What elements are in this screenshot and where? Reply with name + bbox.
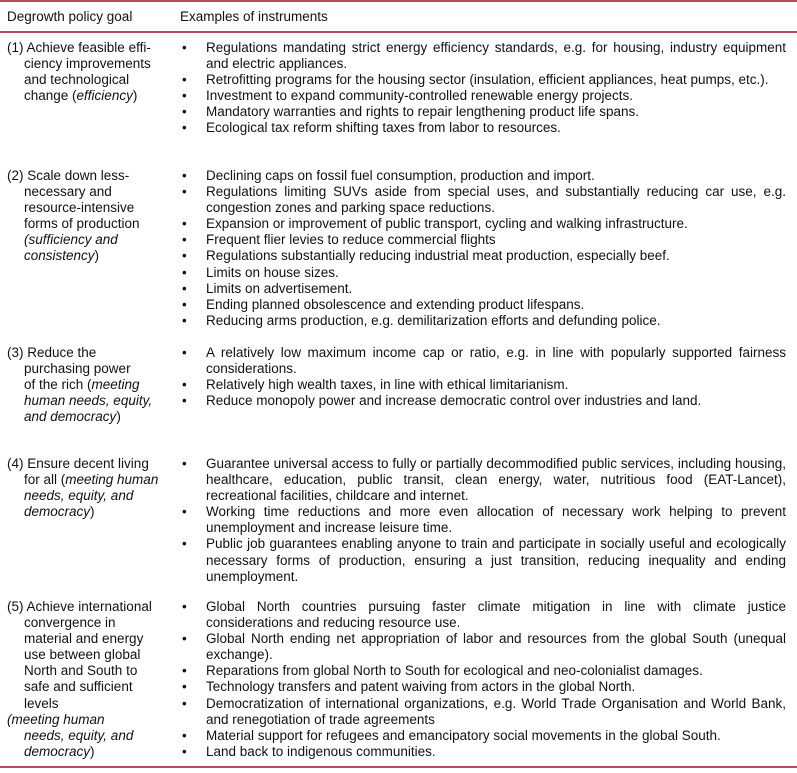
bullet-icon: • (182, 695, 187, 711)
instrument-text: Public job guarantees enabling anyone to train and participate in socially useful and ecologically necessary forms of production, ensuring a just transition, reducing inequality and ending unemployment. (206, 536, 786, 584)
goal-text-line: ciency improvements (24, 56, 151, 72)
instrument-text: Working time reductions and more even allocation of necessary work helping to prevent unemployment and increase leisure time. (206, 504, 786, 536)
bullet-icon: • (182, 743, 187, 759)
goal-text-line (7, 504, 169, 520)
bullet-icon: • (182, 280, 187, 296)
goal-text-line (7, 88, 169, 104)
goal-text-line: (4) Ensure decent living (7, 456, 149, 471)
instrument-list (180, 168, 786, 329)
instrument-text: Material support for refugees and emancipatory social movements in the global South. (206, 727, 721, 743)
list-item (180, 120, 786, 136)
instrument-text: Limits on advertisement. (206, 280, 353, 296)
bullet-icon: • (182, 456, 187, 471)
goal-text-italic: (sufficiency and (24, 232, 118, 248)
goal-cell (7, 40, 169, 104)
instrument-text: Regulations mandating strict energy efficiency standards, e.g. for housing, industry equipment and electric appliances. (206, 40, 786, 72)
goal-cell (7, 168, 169, 265)
goal-cell (7, 599, 169, 760)
instrument-text: Declining caps on fossil fuel consumption, production and import. (206, 168, 595, 183)
instrument-text: Reparations from global North to South for ecological and neo-colonialist damages. (206, 663, 703, 679)
goal-text-line: safe and sufficient (24, 679, 133, 695)
instrument-text: Investment to expand community-controlled renewable energy projects. (206, 88, 633, 104)
list-item (180, 88, 786, 104)
instrument-text: Retrofitting programs for the housing sector (insulation, efficient appliances, heat pumps, etc.). (206, 72, 769, 88)
list-item (180, 168, 786, 184)
instrument-text: Guarantee universal access to fully or partially decommodified public services, including housing, healthcare, education, public transit, clean energy, water, nutritious food (EAT-Lancet), recreational facilities, childcare and internet. (206, 456, 786, 504)
goal-text-italic: meeting human (65, 472, 159, 488)
bullet-icon: • (182, 393, 187, 409)
list-item (180, 216, 786, 232)
bullet-icon: • (182, 168, 187, 183)
bullet-icon: • (182, 72, 187, 88)
instrument-text: Technology transfers and patent waiving from actors in the global North. (206, 679, 636, 695)
bullet-icon: • (182, 296, 187, 312)
bullet-icon: • (182, 232, 187, 248)
bullet-icon: • (182, 727, 187, 743)
bullet-icon: • (182, 40, 187, 55)
goal-text-line: and technological (24, 72, 130, 88)
list-item (180, 345, 786, 377)
instrument-text: Global North ending net appropriation of labor and resources from the global South (unequal exchange). (206, 631, 786, 663)
list-item (180, 232, 786, 248)
goal-text-line: North and South to (24, 663, 138, 679)
list-item (180, 281, 786, 297)
goal-text-line: use between global (24, 647, 141, 663)
list-item (180, 696, 786, 728)
goal-text-line: necessary and (24, 184, 112, 200)
instrument-text: Regulations limiting SUVs aside from special uses, and substantially reducing car use, e.g. congestion zones and parking space reductions. (206, 184, 786, 216)
goal-text-line (7, 377, 169, 393)
goal-text-line: (3) Reduce the (7, 345, 97, 360)
bullet-icon: • (182, 345, 187, 360)
header-rule (0, 31, 797, 33)
goal-text-plain: ) (94, 248, 100, 264)
goal-text-italic: and democracy (24, 409, 117, 425)
list-item (180, 297, 786, 313)
list-item (180, 104, 786, 120)
goal-text-line: forms of production (24, 216, 140, 232)
goal-text-line (7, 248, 169, 264)
bullet-icon: • (182, 248, 187, 264)
bullet-icon: • (182, 377, 187, 393)
goal-text-plain: change ( (24, 88, 77, 104)
table-bottom-rule (0, 766, 797, 768)
goal-text-plain: ) (132, 88, 138, 104)
goal-text-line: (1) Achieve feasible effi- (7, 40, 151, 55)
goal-text-line: (5) Achieve international (7, 599, 152, 614)
instrument-text: Limits on house sizes. (206, 264, 339, 280)
list-item (180, 456, 786, 504)
goal-text-italic: (meeting human (7, 711, 105, 727)
list-item (180, 631, 786, 663)
list-item (180, 679, 786, 695)
bullet-icon: • (182, 599, 187, 614)
goal-text-line (7, 472, 169, 488)
instrument-text: Mandatory warranties and rights to repair lengthening product life spans. (206, 104, 639, 120)
list-item (180, 184, 786, 216)
instrument-text: Expansion or improvement of public transport, cycling and walking infrastructure. (206, 216, 688, 232)
instrument-list (180, 599, 786, 760)
instrument-text: Reducing arms production, e.g. demilitarization efforts and defunding police. (206, 312, 661, 328)
goal-text-line: resource-intensive (24, 200, 135, 216)
bullet-icon: • (182, 312, 187, 328)
goal-text-line: material and energy (24, 631, 144, 647)
goal-text-italic: consistency (24, 248, 95, 264)
list-item (180, 599, 786, 631)
goal-text-plain: ) (90, 504, 95, 520)
goal-text-italic: democracy (24, 743, 91, 759)
goal-text-italic: human needs, equity, (24, 393, 153, 409)
instrument-list (180, 345, 786, 409)
instrument-text: A relatively low maximum income cap or ratio, e.g. in line with popularly supported fairness considerations. (206, 345, 786, 377)
instrument-text: Land back to indigenous communities. (206, 743, 436, 759)
instrument-text: Reduce monopoly power and increase democratic control over industries and land. (206, 393, 702, 409)
bullet-icon: • (182, 88, 187, 104)
bullet-icon: • (182, 120, 187, 136)
table-top-rule (0, 0, 797, 2)
bullet-icon: • (182, 663, 187, 679)
list-item (180, 248, 786, 264)
instrument-text: Ending planned obsolescence and extending product lifespans. (206, 296, 585, 312)
goal-text-line: (2) Scale down less- (7, 168, 130, 183)
goal-text-line: purchasing power (24, 361, 131, 377)
instrument-text: Global North countries pursuing faster climate mitigation in line with climate justice considerations and reducing resource use. (206, 599, 786, 631)
goal-text-italic: needs, equity, and (24, 488, 134, 504)
instrument-list (180, 40, 786, 137)
bullet-icon: • (182, 216, 187, 232)
header-goal-column: Degrowth policy goal (7, 9, 133, 24)
goal-text-line: convergence in (24, 615, 116, 631)
instrument-text: Relatively high wealth taxes, in line with ethical limitarianism. (206, 377, 569, 393)
goal-cell (7, 345, 169, 425)
goal-text-plain: ) (116, 409, 121, 425)
goal-text-italic: needs, equity, and (24, 727, 134, 743)
goal-text-italic: efficiency (76, 88, 133, 104)
bullet-icon: • (182, 536, 187, 552)
list-item (180, 504, 786, 536)
list-item (180, 313, 786, 329)
list-item (180, 40, 786, 72)
list-item (180, 377, 786, 393)
instrument-text: Ecological tax reform shifting taxes from labor to resources. (206, 120, 561, 136)
goal-text-italic: democracy (24, 504, 91, 520)
goal-text-line (7, 409, 169, 425)
list-item (180, 728, 786, 744)
goal-text-plain: of the rich ( (24, 377, 92, 393)
goal-text-line (7, 744, 169, 760)
list-item (180, 265, 786, 281)
header-instruments-column: Examples of instruments (180, 9, 328, 24)
list-item (180, 72, 786, 88)
bullet-icon: • (182, 679, 187, 695)
goal-cell (7, 456, 169, 520)
list-item (180, 536, 786, 584)
instrument-text: Frequent flier levies to reduce commercial flights (206, 232, 496, 248)
instrument-text: Regulations substantially reducing industrial meat production, especially beef. (206, 248, 670, 264)
bullet-icon: • (182, 184, 187, 200)
bullet-icon: • (182, 504, 187, 520)
goal-text-plain: ) (90, 743, 95, 759)
instrument-text: Democratization of international organizations, e.g. World Trade Organisation and World Bank, and renegotiation of trade agreements (206, 695, 786, 727)
instrument-list (180, 456, 786, 585)
list-item (180, 663, 786, 679)
bullet-icon: • (182, 104, 187, 120)
list-item (180, 744, 786, 760)
goal-text-line: levels (24, 695, 59, 711)
goal-text-plain: for all ( (24, 472, 66, 488)
goal-text-italic: meeting (91, 377, 140, 393)
list-item (180, 393, 786, 409)
bullet-icon: • (182, 631, 187, 647)
bullet-icon: • (182, 264, 187, 280)
